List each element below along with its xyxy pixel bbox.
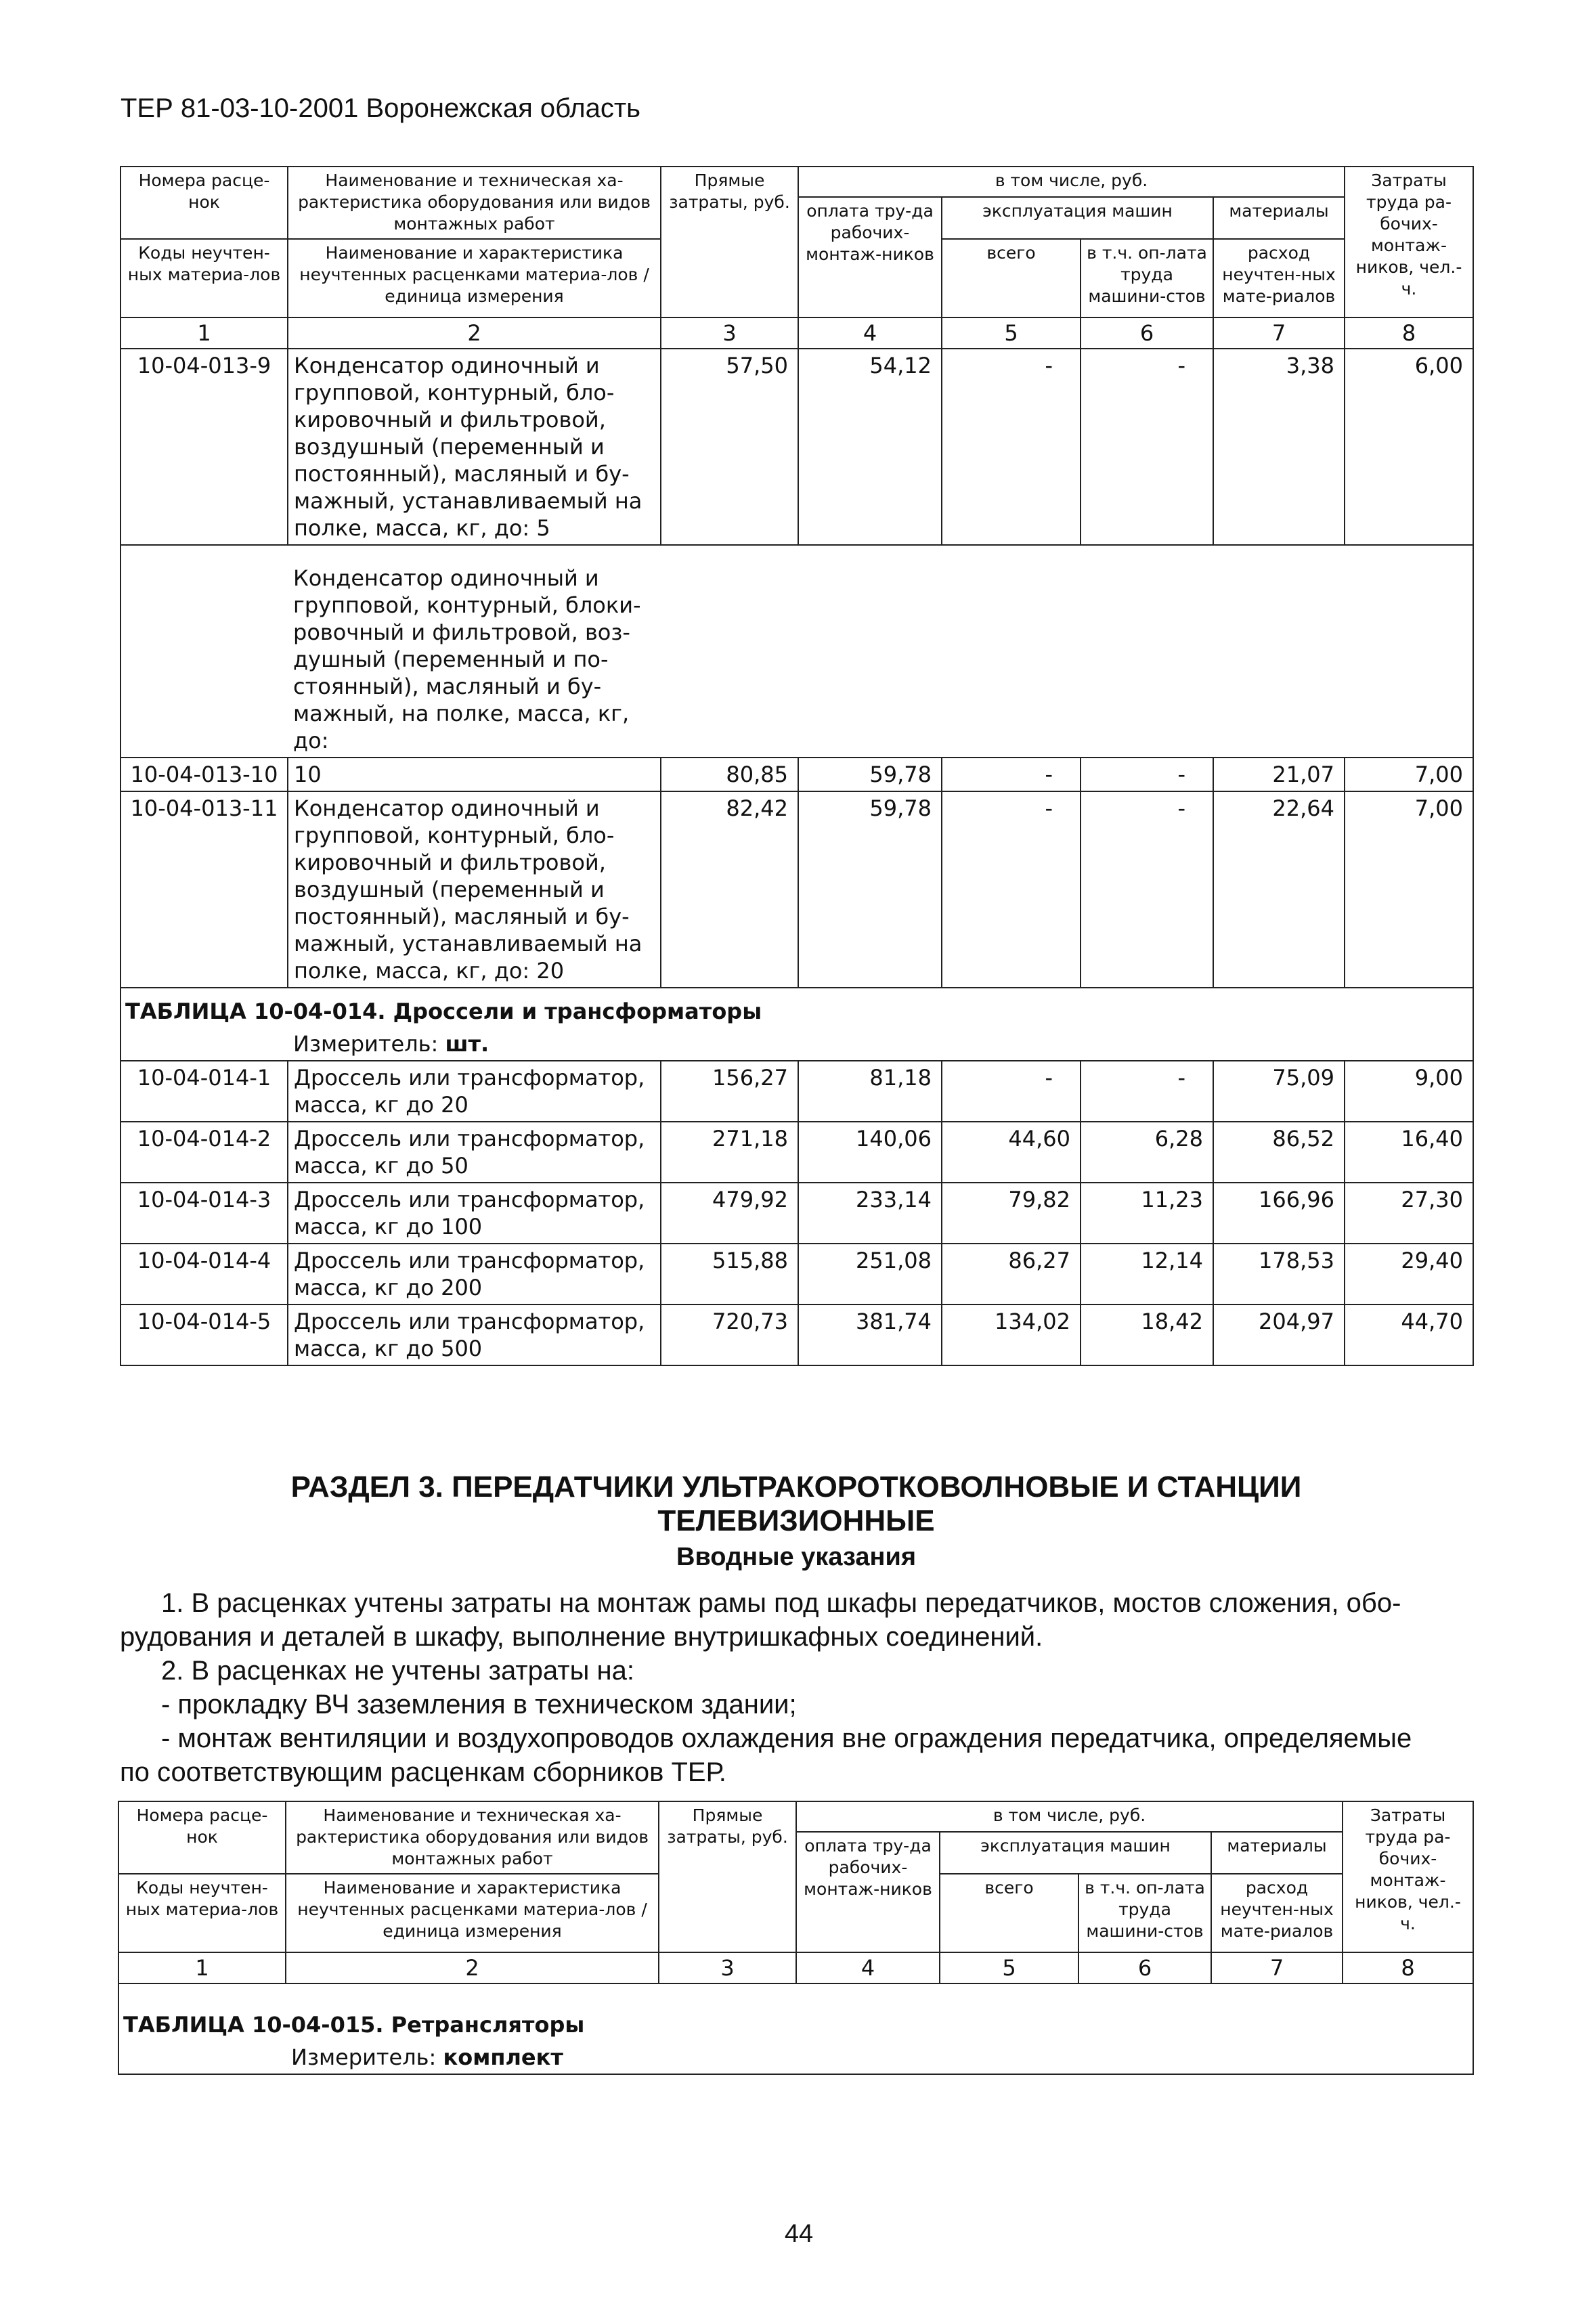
rate-code: 10-04-013-10 [121, 758, 288, 791]
machinist-wages: - [1081, 791, 1213, 988]
measure-label: Измеритель: [291, 2044, 437, 2070]
machinist-wages: 18,42 [1081, 1304, 1213, 1365]
header-col6: в т.ч. оп-лата труда машини-стов [1078, 1874, 1211, 1952]
labor-wages: 381,74 [798, 1304, 942, 1365]
header-expl: эксплуатация машин [940, 1832, 1211, 1874]
table-title-row [118, 1983, 1473, 2041]
materials: 21,07 [1213, 758, 1345, 791]
machine-total: - [942, 1061, 1081, 1122]
table-row [121, 545, 1473, 758]
rate-description: Дроссель или трансформатор, масса, кг до 200 [288, 1244, 661, 1304]
rate-code: 10-04-013-9 [121, 349, 288, 545]
col-number: 8 [1345, 317, 1473, 349]
table-row [121, 349, 1473, 545]
labor-wages: 140,06 [798, 1122, 942, 1183]
machine-total: 86,27 [942, 1244, 1081, 1304]
col-number: 3 [659, 1952, 796, 1983]
col-number: 2 [286, 1952, 659, 1983]
col-number: 5 [940, 1952, 1078, 1983]
col-number: 4 [798, 317, 942, 349]
header-col3: Прямые затраты, руб. [659, 1801, 796, 1952]
section-title [120, 1470, 1473, 1538]
machine-total: - [942, 791, 1081, 988]
materials: 3,38 [1213, 349, 1345, 545]
labor-wages: 251,08 [798, 1244, 942, 1304]
list-item-1: - прокладку ВЧ заземления в техническом здании; [161, 1690, 797, 1719]
rate-description: 10 [288, 758, 661, 791]
measure-row [118, 2041, 1473, 2074]
col-number: 5 [942, 317, 1081, 349]
measure-line [288, 1028, 1473, 1061]
page-number: 44 [784, 2220, 814, 2248]
rate-description: Дроссель или трансформатор, масса, кг до 100 [288, 1183, 661, 1244]
labor-hours: 7,00 [1345, 758, 1473, 791]
table-row [121, 758, 1473, 791]
materials: 166,96 [1213, 1183, 1345, 1244]
direct-costs: 271,18 [661, 1122, 798, 1183]
labor-hours: 27,30 [1345, 1183, 1473, 1244]
rate-code [121, 545, 288, 758]
machinist-wages: - [1081, 1061, 1213, 1122]
col-number: 7 [1211, 1952, 1343, 1983]
rate-description: Дроссель или трансформатор, масса, кг до 20 [288, 1061, 661, 1122]
materials: 86,52 [1213, 1122, 1345, 1183]
paragraph-1-line2: рудования и деталей в шкафу, выполнение внутришкафных соединений. [120, 1622, 1043, 1652]
table-header [121, 167, 1473, 349]
rate-description: Конденсатор одиночный и групповой, контурный, бло-кировочный и фильтровой, воздушный (переменный и постоянный), масляный и бу-мажный, устанавливаемый на полке, масса, кг, до: 5 [288, 349, 661, 545]
table-title-row [121, 988, 1473, 1028]
measure-row [121, 1028, 1473, 1061]
machine-total: - [942, 758, 1081, 791]
table-row [121, 791, 1473, 988]
table-header [118, 1801, 1473, 1983]
direct-costs: 479,92 [661, 1183, 798, 1244]
col-number: 1 [121, 317, 288, 349]
labor-hours: 7,00 [1345, 791, 1473, 988]
header-col2-bottom: Наименование и характеристика неучтенных расценками материа-лов / единица измерения [286, 1874, 659, 1952]
table-015-title: ТАБЛИЦА 10-04-015. Ретрансляторы [118, 1983, 1473, 2041]
table-row [121, 1061, 1473, 1122]
materials: 204,97 [1213, 1304, 1345, 1365]
rate-code: 10-04-013-11 [121, 791, 288, 988]
labor-wages: 54,12 [798, 349, 942, 545]
header-col1-top: Номера расце-нок [121, 167, 288, 239]
header-mat: материалы [1213, 197, 1345, 239]
header-col6: в т.ч. оп-лата труда машини-стов [1081, 239, 1213, 317]
header-col8: Затраты труда ра-бочих-монтаж-ников, чел.-ч. [1345, 167, 1473, 317]
rates-table-2 [118, 1801, 1474, 2075]
list-item-2-line1: - монтаж вентиляции и воздухопроводов охлаждения вне ограждения передатчика, определяемые [161, 1724, 1412, 1753]
header-mat: материалы [1211, 1832, 1343, 1874]
col-number: 1 [118, 1952, 286, 1983]
measure-value: шт. [445, 1031, 489, 1057]
labor-wages: 59,78 [798, 791, 942, 988]
labor-hours: 44,70 [1345, 1304, 1473, 1365]
empty-cells [661, 545, 1473, 758]
header-col5: всего [942, 239, 1081, 317]
col-number: 4 [796, 1952, 940, 1983]
machinist-wages: 6,28 [1081, 1122, 1213, 1183]
table-row [121, 1244, 1473, 1304]
header-incl: в том числе, руб. [798, 167, 1345, 197]
header-expl: эксплуатация машин [942, 197, 1213, 239]
materials: 178,53 [1213, 1244, 1345, 1304]
machine-total: 44,60 [942, 1122, 1081, 1183]
machinist-wages: - [1081, 349, 1213, 545]
header-col4: оплата тру-да рабочих-монтаж-ников [798, 197, 942, 317]
col-number: 7 [1213, 317, 1345, 349]
rate-description: Дроссель или трансформатор, масса, кг до 500 [288, 1304, 661, 1365]
header-col1-top: Номера расце-нок [118, 1801, 286, 1874]
labor-hours: 29,40 [1345, 1244, 1473, 1304]
header-col7: расход неучтен-ных мате-риалов [1213, 239, 1345, 317]
rate-description: Дроссель или трансформатор, масса, кг до 50 [288, 1122, 661, 1183]
col-number: 6 [1078, 1952, 1211, 1983]
direct-costs: 720,73 [661, 1304, 798, 1365]
header-incl: в том числе, руб. [796, 1801, 1343, 1832]
machinist-wages: 11,23 [1081, 1183, 1213, 1244]
measure-value: комплект [443, 2044, 563, 2070]
rate-code: 10-04-014-2 [121, 1122, 288, 1183]
direct-costs: 57,50 [661, 349, 798, 545]
measure-label: Измеритель: [293, 1031, 439, 1057]
machinist-wages: 12,14 [1081, 1244, 1213, 1304]
machine-total: 79,82 [942, 1183, 1081, 1244]
labor-hours: 9,00 [1345, 1061, 1473, 1122]
rate-description: Конденсатор одиночный и групповой, контурный, бло-кировочный и фильтровой, воздушный (переменный и постоянный), масляный и бу-мажный, устанавливаемый на полке, масса, кг, до: 20 [288, 791, 661, 988]
labor-wages: 81,18 [798, 1061, 942, 1122]
header-col1-bottom: Коды неучтен-ных материа-лов [118, 1874, 286, 1952]
table-014-title: ТАБЛИЦА 10-04-014. Дроссели и трансформаторы [121, 988, 1473, 1028]
rate-code: 10-04-014-4 [121, 1244, 288, 1304]
materials: 22,64 [1213, 791, 1345, 988]
table-row [121, 1122, 1473, 1183]
direct-costs: 156,27 [661, 1061, 798, 1122]
header-col2-bottom: Наименование и характеристика неучтенных расценками материа-лов / единица измерения [288, 239, 661, 317]
table-row [121, 1183, 1473, 1244]
header-col1-bottom: Коды неучтен-ных материа-лов [121, 239, 288, 317]
machine-total: 134,02 [942, 1304, 1081, 1365]
materials: 75,09 [1213, 1061, 1345, 1122]
header-col8: Затраты труда ра-бочих-монтаж-ников, чел.-ч. [1343, 1801, 1473, 1952]
direct-costs: 515,88 [661, 1244, 798, 1304]
paragraph-2: 2. В расценках не учтены затраты на: [161, 1656, 634, 1686]
col-number: 6 [1081, 317, 1213, 349]
table-row [121, 1304, 1473, 1365]
direct-costs: 80,85 [661, 758, 798, 791]
header-col4: оплата тру-да рабочих-монтаж-ников [796, 1832, 940, 1952]
labor-wages: 59,78 [798, 758, 942, 791]
rate-code: 10-04-014-3 [121, 1183, 288, 1244]
rate-code: 10-04-014-5 [121, 1304, 288, 1365]
list-item-2-line2: по соответствующим расценкам сборников ТЕР. [120, 1757, 726, 1787]
labor-wages: 233,14 [798, 1183, 942, 1244]
header-col5: всего [940, 1874, 1078, 1952]
labor-hours: 16,40 [1345, 1122, 1473, 1183]
machine-total: - [942, 349, 1081, 545]
measure-line [286, 2041, 1473, 2074]
rates-table-1 [120, 166, 1474, 1366]
section-title-line2: ТЕЛЕВИЗИОННЫЕ [657, 1504, 935, 1537]
section-subtitle: Вводные указания [676, 1543, 916, 1571]
paragraph-1-line1: 1. В расценках учтены затраты на монтаж рамы под шкафы передатчиков, мостов сложения, обо- [161, 1588, 1401, 1618]
rate-code: 10-04-014-1 [121, 1061, 288, 1122]
section-title-line1: РАЗДЕЛ 3. ПЕРЕДАТЧИКИ УЛЬТРАКОРОТКОВОЛНОВЫЕ И СТАНЦИИ [290, 1470, 1302, 1504]
header-col3: Прямые затраты, руб. [661, 167, 798, 317]
col-number: 8 [1343, 1952, 1473, 1983]
col-number: 2 [288, 317, 661, 349]
labor-hours: 6,00 [1345, 349, 1473, 545]
header-col7: расход неучтен-ных мате-риалов [1211, 1874, 1343, 1952]
running-header: ТЕР 81-03-10-2001 Воронежская область [121, 93, 641, 123]
rate-description: Конденсатор одиночный и групповой, контурный, блоки-ровочный и фильтровой, воз-душный (переменный и по-стоянный), масляный и бу-мажный, на полке, масса, кг, до: [288, 545, 661, 758]
col-number: 3 [661, 317, 798, 349]
machinist-wages: - [1081, 758, 1213, 791]
header-col2-top: Наименование и техническая ха-рактеристика оборудования или видов монтажных работ [288, 167, 661, 239]
header-col2-top: Наименование и техническая ха-рактеристика оборудования или видов монтажных работ [286, 1801, 659, 1874]
direct-costs: 82,42 [661, 791, 798, 988]
